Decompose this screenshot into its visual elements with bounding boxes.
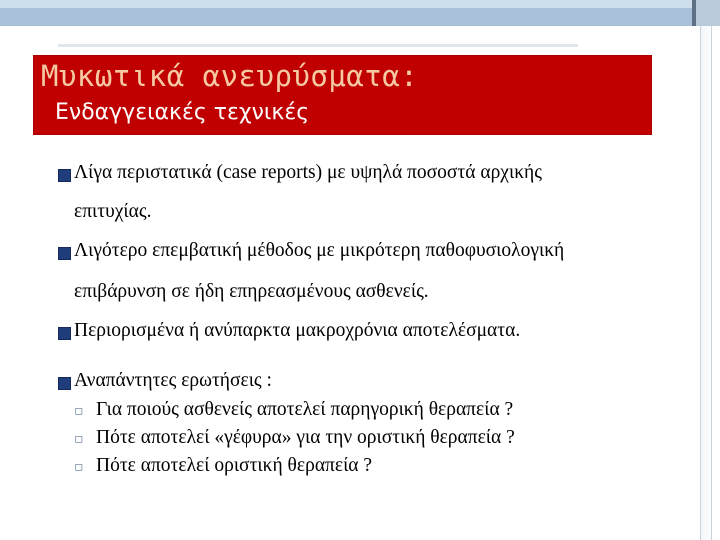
bullet-text-continuation: επιβάρυνση σε ήδη επηρεασμένους ασθενείς. [74, 281, 429, 302]
bullet-text: Λίγα περιστατικά (case reports) με υψηλά ποσοστά αρχικής [74, 162, 542, 183]
bullet-text-continuation: επιτυχίας. [74, 201, 152, 222]
top-bar-right-segment [696, 0, 720, 26]
bullet-text: Περιορισμένα ή ανύπαρκτα μακροχρόνια αποτελέσματα. [74, 320, 521, 341]
bullet-text: Αναπάντητες ερωτήσεις : [74, 370, 272, 391]
slide-title: Μυκωτικά ανευρύσματα: [41, 59, 419, 93]
hollow-square-bullet-icon: ▫ [74, 403, 84, 419]
title-banner [33, 55, 652, 135]
square-bullet-icon [58, 377, 71, 390]
slide-subtitle: Ενδαγγειακές τεχνικές [55, 100, 310, 125]
hollow-square-bullet-icon: ▫ [74, 431, 84, 447]
right-decorative-border [700, 26, 715, 540]
top-bar-blue-segment [0, 8, 692, 26]
bullet-text: Λιγότερο επεμβατική μέθοδος με μικρότερη παθοφυσιολογική [74, 240, 565, 261]
square-bullet-icon [58, 169, 71, 182]
right-border-rail [711, 26, 712, 540]
hollow-square-bullet-icon: ▫ [74, 459, 84, 475]
top-bar-light-segment [0, 0, 692, 8]
sub-bullet-text: Πότε αποτελεί «γέφυρα» για την οριστική θεραπεία ? [96, 427, 515, 448]
square-bullet-icon [58, 327, 71, 340]
square-bullet-icon [58, 247, 71, 260]
title-shadow-line [58, 44, 578, 47]
top-decorative-bar [0, 0, 720, 26]
sub-bullet-text: Πότε αποτελεί οριστική θεραπεία ? [96, 455, 373, 476]
sub-bullet-text: Για ποιούς ασθενείς αποτελεί παρηγορική θεραπεία ? [96, 399, 514, 420]
